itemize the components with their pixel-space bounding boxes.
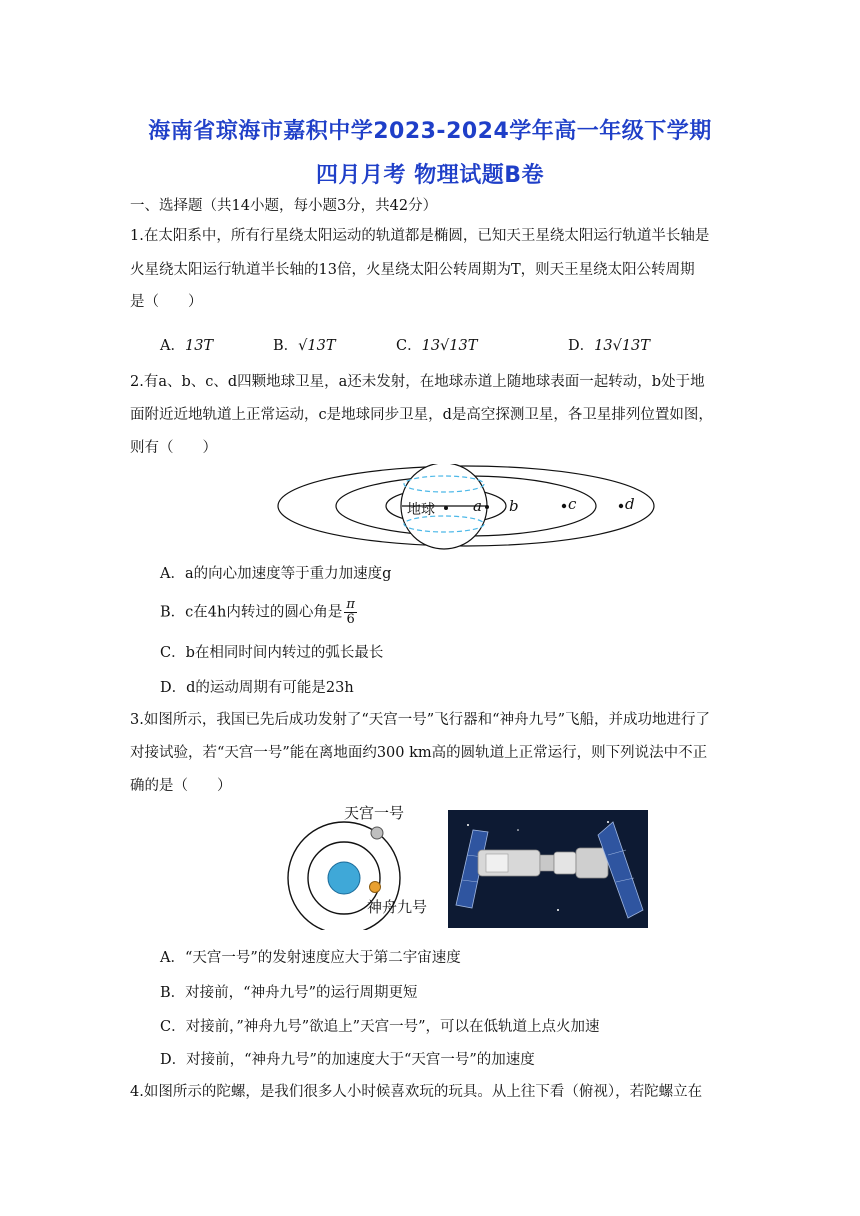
q1-option-a: A．13T <box>160 338 214 354</box>
q3-option-c: C．对接前，”神舟九号”欲追上”天宫一号”，可以在低轨道上点火加速 <box>160 1019 600 1035</box>
q3-option-a: A．“天宫一号”的发射速度应大于第二宇宙速度 <box>160 950 461 966</box>
satellite-b-label: b <box>509 497 519 515</box>
q1-line2: 火星绕太阳运行轨道半长轴的13倍，火星绕太阳公转周期为T，则天王星绕太阳公转周期 <box>130 262 695 278</box>
satellite-c-label: c <box>568 495 577 513</box>
q3-option-b: B．对接前，“神舟九号”的运行周期更短 <box>160 985 418 1001</box>
earth-label: 地球 <box>407 502 435 518</box>
satellite-a-label: a <box>473 497 482 515</box>
tiangong-label: 天宫一号 <box>344 804 405 822</box>
q2-option-d: D．d的运动周期有可能是23h <box>160 680 354 696</box>
q2-line3: 则有（ ） <box>130 440 217 456</box>
q2-option-a: A．a的向心加速度等于重力加速度g <box>160 566 392 582</box>
fraction-pi-over-6: $\frac{\pi}{6}$ <box>346 597 355 627</box>
section-heading: 一、选择题（共14小题，每小题3分，共42分） <box>130 198 438 214</box>
q1-option-d: D．13√13T <box>568 338 650 354</box>
exam-title-line1: 海南省琼海市嘉积中学2023-2024学年高一年级下学期 <box>148 119 712 144</box>
q3-line1: 3.如图所示，我国已先后成功发射了“天宫一号”飞行器和“神舟九号”飞船，并成功地进行了 <box>130 712 710 728</box>
q4-line1: 4.如图所示的陀螺，是我们很多人小时候喜欢玩的玩具。从上往下看（俯视），若陀螺立在 <box>130 1084 703 1100</box>
q1-option-c: C．13√13T <box>396 338 478 354</box>
satellite-d-label: d <box>625 495 635 513</box>
q3-option-d: D．对接前，“神舟九号”的加速度大于“天宫一号”的加速度 <box>160 1052 535 1068</box>
q2-line2: 面附近近地轨道上正常运动，c是地球同步卫星，d是高空探测卫星，各卫星排列位置如图， <box>130 407 713 423</box>
q1-option-b: B．√13T <box>273 338 336 354</box>
exam-title-line2: 四月月考 物理试题B卷 <box>316 163 544 188</box>
shenzhou-label: 神舟九号 <box>367 898 428 916</box>
spacecraft-docking-photo <box>448 810 648 928</box>
q1-line1: 1.在太阳系中，所有行星绕太阳运动的轨道都是椭圆，已知天王星绕太阳运行轨道半长轴是 <box>130 228 710 244</box>
docking-orbit-diagram <box>284 800 434 930</box>
q3-line3: 确的是（ ） <box>130 778 232 794</box>
q1-line3: 是（ ） <box>130 294 203 310</box>
q2-option-b: B．c在4h内转过的圆心角是 $\frac{\pi}{6}$ <box>160 597 355 627</box>
q2-line1: 2.有a、b、c、d四颗地球卫星，a还未发射，在地球赤道上随地球表面一起转动，b处于地 <box>130 374 705 390</box>
q2-option-c: C．b在相同时间内转过的弧长最长 <box>160 645 384 661</box>
satellite-orbits-figure <box>276 464 656 554</box>
q3-line2: 对接试验，若“天宫一号”能在离地面约300 km高的圆轨道上正常运行，则下列说法中不正 <box>130 745 708 761</box>
